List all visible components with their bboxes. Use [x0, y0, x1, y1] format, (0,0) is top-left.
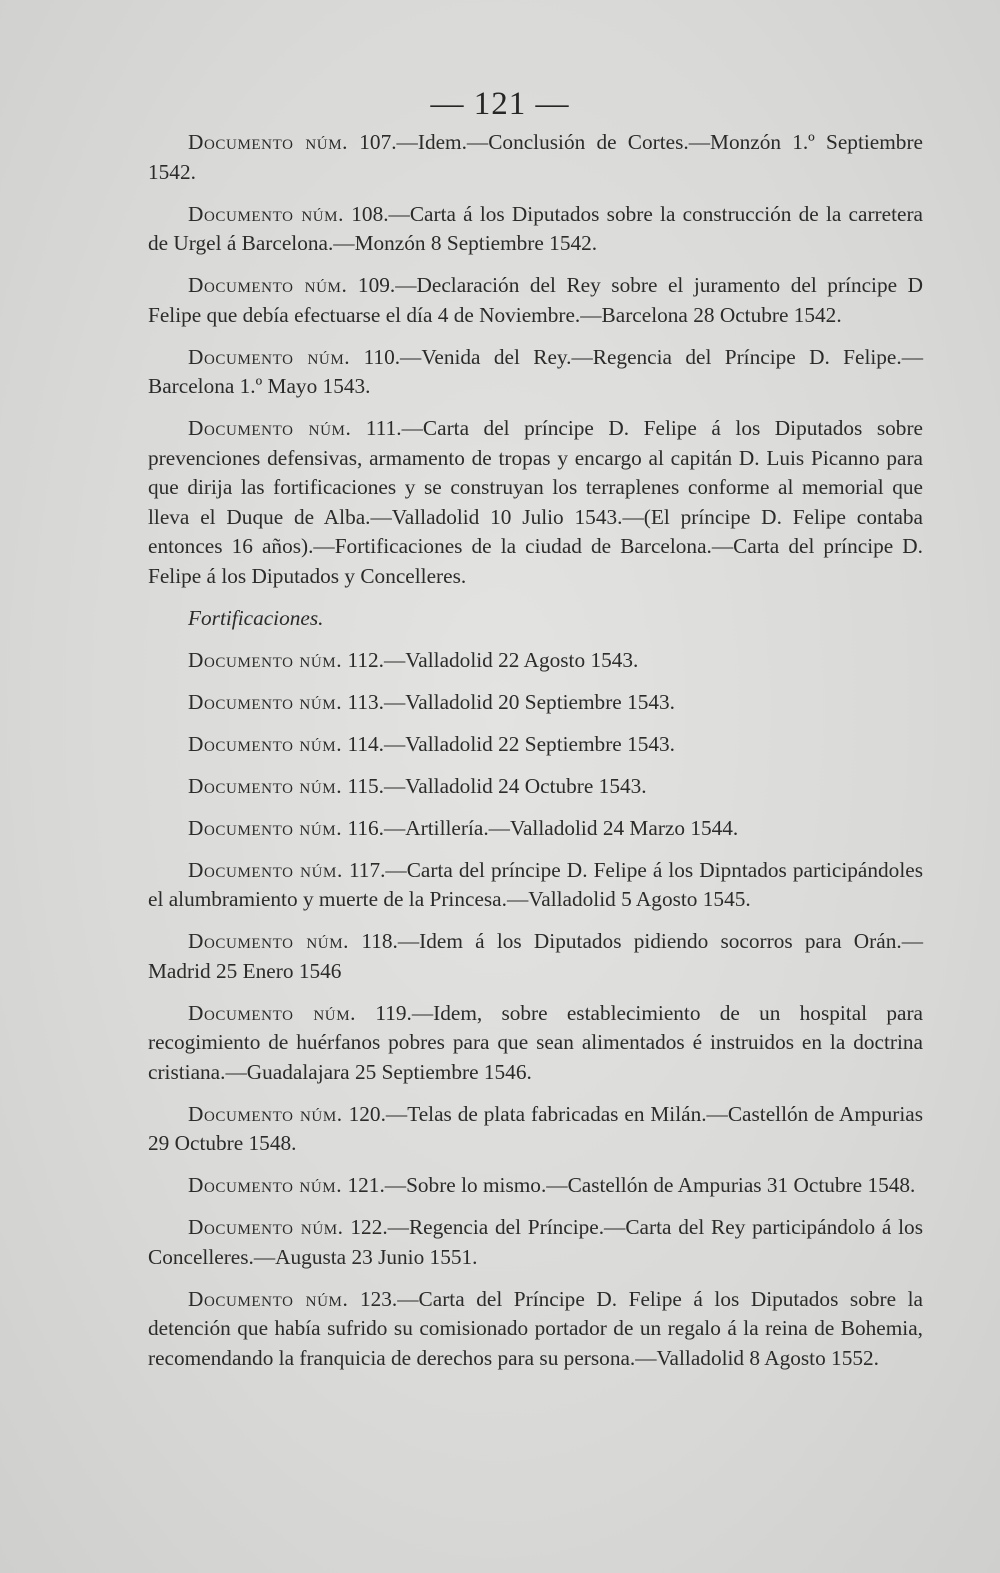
document-entry-119	[148, 999, 923, 1088]
entry-label: Documento núm.	[188, 416, 352, 440]
entry-text: 113.—Valladolid 20 Septiembre 1543.	[347, 689, 675, 714]
entry-label: Documento núm.	[188, 273, 348, 297]
entry-label: Documento núm.	[188, 815, 343, 840]
entry-label: Documento núm.	[188, 929, 350, 953]
entry-text: 114.—Valladolid 22 Septiembre 1543.	[347, 731, 675, 756]
document-entry-109	[148, 271, 923, 330]
entry-text: 108.—Carta á los Diputados sobre la construcción de la carretera de Urgel á Barcelona.—Monzón 8 Septiembre 1542.	[148, 201, 923, 255]
entry-label: Documento núm.	[188, 1173, 343, 1197]
document-entry-115	[148, 772, 923, 802]
entry-text: 121.—Sobre lo mismo.—Castellón de Ampurias 31 Octubre 1548.	[347, 1173, 916, 1197]
entry-text: 118.—Idem á los Diputados pidiendo socorros para Orán.—Madrid 25 Enero 1546	[148, 929, 923, 983]
entry-label: Documento núm.	[188, 857, 343, 882]
entry-label: Documento núm.	[188, 1286, 349, 1311]
document-entry-110	[148, 343, 923, 402]
document-entry-116	[148, 814, 923, 844]
entry-text: 109.—Declaración del Rey sobre el juramento del príncipe D Felipe que debía efectuarse el día 4 de Noviembre.—Barcelona 28 Octubre 1542.	[148, 273, 923, 327]
entry-text: 116.—Artillería.—Valladolid 24 Marzo 1544.	[347, 815, 739, 840]
entry-text: 115.—Valladolid 24 Octubre 1543.	[347, 773, 647, 798]
entry-text: 122.—Regencia del Príncipe.—Carta del Rey participándolo á los Concelleres.—Augusta 23 Junio 1551.	[148, 1215, 923, 1269]
document-entry-112	[148, 646, 923, 676]
document-entry-120	[148, 1100, 923, 1159]
document-entry-108	[148, 200, 923, 259]
entry-label: Documento núm.	[188, 647, 343, 672]
document-entry-118	[148, 927, 923, 986]
entry-text: 110.—Venida del Rey.—Regencia del Príncipe D. Felipe.—Barcelona 1.º Mayo 1543.	[148, 344, 923, 398]
document-entry-117	[148, 856, 923, 915]
entry-label: Documento núm.	[188, 1101, 343, 1126]
document-entry-111	[148, 414, 923, 591]
document-entry-113	[148, 688, 923, 718]
entry-label: Documento núm.	[188, 773, 343, 798]
entry-label: Documento núm.	[188, 689, 343, 714]
document-entry-122	[148, 1213, 923, 1272]
document-entry-107	[148, 128, 923, 187]
entry-text: 117.—Carta del príncipe D. Felipe á los Dipntados participándoles el alumbramiento y muerte de la Princesa.—Valladolid 5 Agosto 1545.	[148, 857, 923, 911]
entry-text: 107.—Idem.—Conclusión de Cortes.—Monzón 1.º Septiembre 1542.	[148, 130, 923, 184]
page-number: — 121 —	[430, 86, 570, 122]
entry-text: 112.—Valladolid 22 Agosto 1543.	[347, 647, 639, 672]
entry-text: 119.—Idem, sobre establecimiento de un hospital para recogimiento de huérfanos pobres para que sean alimentados é instruidos en la doctrina cristiana.—Guadalajara 25 Septiembre 1546.	[148, 1000, 923, 1084]
document-list	[148, 128, 923, 1386]
entry-label: Documento núm.	[188, 344, 351, 369]
entry-text: 123.—Carta del Príncipe D. Felipe á los Diputados sobre la detención que había sufrido su comisionado portador de un regalo á la reina de Bohemia, recomendando la franquicia de derechos para su persona.—Valladolid 8 Agosto 1552.	[148, 1286, 923, 1370]
entry-label: Documento núm.	[188, 201, 345, 226]
section-heading: Fortificaciones.	[188, 605, 324, 630]
document-entry-123	[148, 1285, 923, 1374]
entry-text: 111.—Carta del príncipe D. Felipe á los Diputados sobre prevenciones defensivas, armamento de tropas y encargo al capitán D. Luis Picanno para que dirija las fortificaciones y se construyan los terraplenes conforme al memorial que lleva el Duque de Alba.—Valladolid 10 Julio 1543.—(El príncipe D. Felipe contaba entonces 16 años).—Fortificaciones de la ciudad de Barcelona.—Carta del príncipe D. Felipe á los Diputados y Concelleres.	[148, 416, 923, 588]
document-entry-121	[148, 1171, 923, 1201]
entry-label: Documento núm.	[188, 1215, 344, 1239]
document-entry-114	[148, 730, 923, 760]
entry-label: Documento núm.	[188, 130, 349, 154]
entry-text: 120.—Telas de plata fabricadas en Milán.—Castellón de Ampurias 29 Octubre 1548.	[148, 1101, 923, 1155]
entry-label: Documento núm.	[188, 731, 343, 756]
entry-label: Documento núm.	[188, 1000, 357, 1025]
